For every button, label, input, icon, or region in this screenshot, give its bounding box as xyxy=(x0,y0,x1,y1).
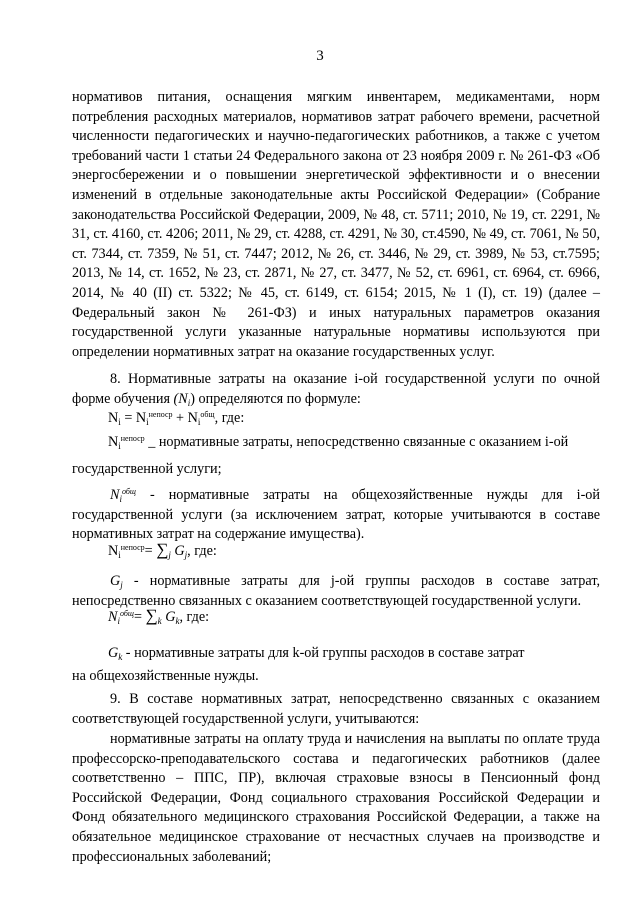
page-number: 3 xyxy=(316,48,324,64)
definition-n-direct: $N_i^{непоср}$ _ нормативные затраты, непосредственно связанные с оказанием i-ой xyxy=(108,434,569,451)
paragraph-standards: нормативов питания, оснащения мягким инвентарем, медикаментами, норм потребления расходных материалов, нормативов затрат рабочего времени, расчетной численности педагогических и научно-педагогических работников, а также с учетом требований части 1 статьи 24 Федерального закона от 23 ноября 2009 г. № 261-ФЗ «Об энергосбережении и о повышении энергетической эффективности и о внесении изменений в отдельные законодательные акты Российской Федерации» (Собрание законодательства Российской Федерации, 2009, № 48, ст. 5711; 2010, № 19, ст. 2291, № 31, ст. 4160, ст. 4206; 2011, № 29, ст. 4288, ст. 4291, № 30, ст.4590, № 49, ст. 7061, № 50, ст. 7344, ст. 7359, № 51, ст. 7447; 2012, № 26, ст. 3446, № 29, ст. 3989, № 53, ст.7595; 2013, № 14, ст. 1652, № 23, ст. 2871, № 27, ст. 3477, № 52, ст. 6961, ст. 6964, ст. 6966, 2014, № 40 (II) ст. 5322; № 45, ст. 6149, ст. 6154; 2015, № 1 (I), ст. 19) (далее – Федеральный закон № 261-ФЗ) и иных натуральных параметров оказания государственной услуги указанные натуральные нормативы используются при определении нормативных затрат на оказание государственных услуг. xyxy=(72,89,600,360)
formula-ni: $N_i = N_i^{непоср} + N_i^{общ}$, где: xyxy=(108,410,245,427)
paragraph-8: 8. Нормативные затраты на оказание i-ой государственной услуги по очной форме обучения $(N_i)$ определяются по формуле: xyxy=(72,371,600,408)
paragraph-9: 9. В составе нормативных затрат, непосредственно связанных с оказанием соответствующей государственной услуги, учитываются: xyxy=(72,691,600,727)
definition-gk-cont: на общехозяйственные нужды. xyxy=(72,668,259,684)
formula-n-direct: $N_i^{непоср}= \sum_j$ $G_j$, где: xyxy=(108,540,217,560)
paragraph-labor-costs: нормативные затраты на оплату труда и начисления на выплаты по оплате труда профессорско-преподавательского состава и педагогических работников (далее соответственно – ППС, ПР), включая страховые взносы в Пенсионный фонд Российской Федерации, Фонд социального страхования Российской Федерации и Фонд обязательного медицинского страхования Российской Федерации, а также на обязательное медицинское страхование от несчастных случаев на производстве и профессиональных заболеваний; xyxy=(72,731,600,865)
definition-n-general: $N_i^{общ}$ - нормативные затраты на общехозяйственные нужды для i-ой государственной услуги (за исключением затрат, которые учитываются в составе нормативных затрат на содержание имущества). xyxy=(72,487,600,543)
definition-n-direct-cont: государственной услуги; xyxy=(72,461,222,477)
formula-n-general: $N_i^{общ}= \sum_k$ $G_k$, где: xyxy=(108,606,210,626)
definition-gk: $G_k$ - нормативные затраты для k-ой группы расходов в составе затрат xyxy=(108,645,525,662)
definition-gj: $G_j$ - нормативные затраты для j-ой группы расходов в составе затрат, непосредственно связанных с оказанием соответствующей государственной услуги. xyxy=(72,573,600,609)
